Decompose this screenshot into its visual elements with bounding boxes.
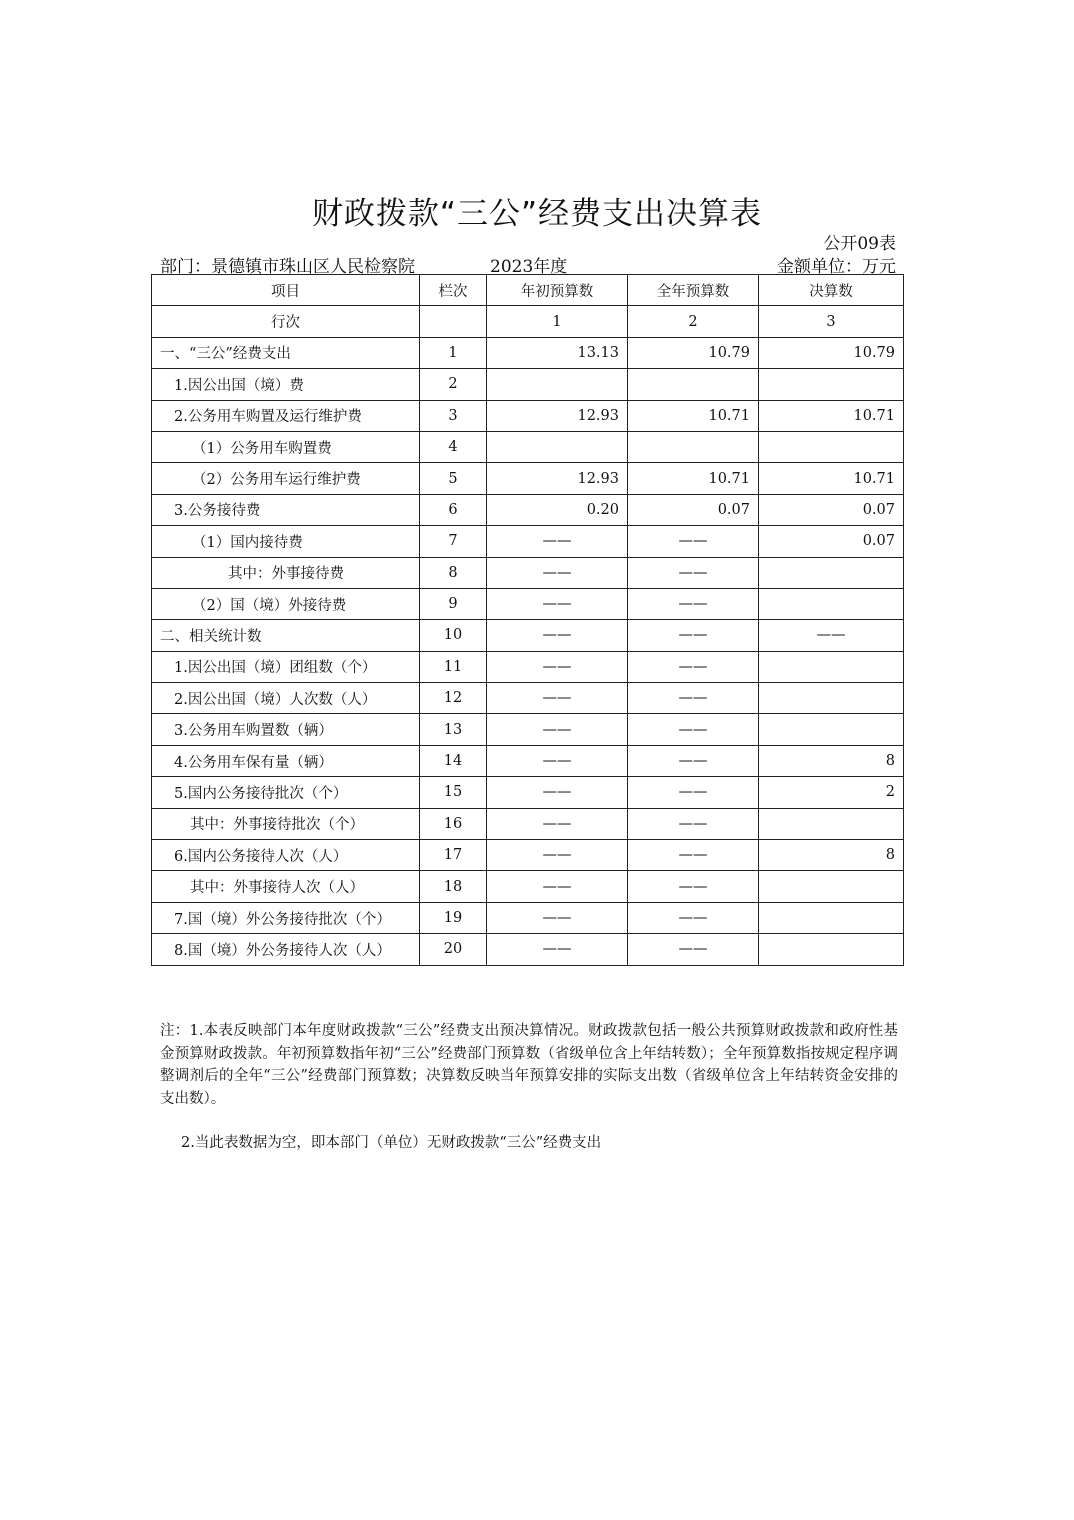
row-initial-budget: ——: [487, 620, 628, 651]
row-annual-budget: ——: [628, 651, 759, 682]
row-final-account: 10.79: [759, 337, 904, 368]
table-row: [152, 588, 904, 619]
row-column-number: 15: [420, 777, 487, 808]
header-final-account: 决算数: [759, 275, 904, 306]
table-row: [152, 337, 904, 368]
row-annual-budget: 10.71: [628, 463, 759, 494]
row-item-label: 1.因公出国（境）费: [152, 369, 420, 400]
row-final-account: [759, 431, 904, 462]
note-paragraph-1: 注：1.本表反映部门本年度财政拨款“三公”经费支出预决算情况。财政拨款包括一般公共预算财政拨款和政府性基金预算财政拨款。年初预算数指年初“三公”经费部门预算数（省级单位含上年结转数）；全年预算数指按规定程序调整调剂后的全年“三公”经费部门预算数；决算数反映当年预算安排的实际支出数（省级单位含上年结转资金安排的支出数）。: [160, 1023, 898, 1107]
row-item-label: 二、相关统计数: [152, 620, 420, 651]
page-title: 财政拨款“三公”经费支出决算表: [311, 196, 763, 232]
row-initial-budget: ——: [487, 934, 628, 965]
row-annual-budget: ——: [628, 777, 759, 808]
meta-row: [160, 252, 896, 277]
row-final-account: [759, 557, 904, 588]
row-item-label: （2）国（境）外接待费: [152, 588, 420, 619]
row-item-label: 2.因公出国（境）人次数（人）: [152, 683, 420, 714]
table-row: [152, 745, 904, 776]
row-item-label: 1.因公出国（境）团组数（个）: [152, 651, 420, 682]
row-initial-budget: ——: [487, 745, 628, 776]
row-item-label: 其中：外事接待人次（人）: [152, 871, 420, 902]
index-row: [152, 306, 904, 337]
table-row: [152, 651, 904, 682]
row-annual-budget: 10.71: [628, 400, 759, 431]
row-final-account: [759, 369, 904, 400]
table-row: [152, 620, 904, 651]
table-row: [152, 777, 904, 808]
row-item-label: 4.公务用车保有量（辆）: [152, 745, 420, 776]
row-annual-budget: [628, 369, 759, 400]
row-annual-budget: ——: [628, 557, 759, 588]
index-label: 行次: [152, 306, 420, 337]
row-final-account: [759, 588, 904, 619]
table-row: [152, 683, 904, 714]
index-1: 1: [487, 306, 628, 337]
row-initial-budget: 13.13: [487, 337, 628, 368]
row-column-number: 12: [420, 683, 487, 714]
row-initial-budget: ——: [487, 840, 628, 871]
table-row: [152, 494, 904, 525]
row-annual-budget: [628, 431, 759, 462]
row-final-account: [759, 808, 904, 839]
row-initial-budget: ——: [487, 714, 628, 745]
row-initial-budget: ——: [487, 683, 628, 714]
row-final-account: 0.07: [759, 526, 904, 557]
row-annual-budget: ——: [628, 588, 759, 619]
row-column-number: 4: [420, 431, 487, 462]
table-row: [152, 808, 904, 839]
row-final-account: 10.71: [759, 463, 904, 494]
row-item-label: 3.公务用车购置数（辆）: [152, 714, 420, 745]
row-final-account: 8: [759, 745, 904, 776]
unit-label: 金额单位：万元: [777, 257, 896, 277]
table-row: [152, 934, 904, 965]
row-final-account: 2: [759, 777, 904, 808]
row-initial-budget: ——: [487, 557, 628, 588]
index-column: [420, 306, 487, 337]
row-annual-budget: ——: [628, 902, 759, 933]
header-initial-budget: 年初预算数: [487, 275, 628, 306]
row-column-number: 19: [420, 902, 487, 933]
row-annual-budget: ——: [628, 683, 759, 714]
row-column-number: 3: [420, 400, 487, 431]
row-initial-budget: ——: [487, 588, 628, 619]
row-column-number: 20: [420, 934, 487, 965]
row-item-label: 3.公务接待费: [152, 494, 420, 525]
row-initial-budget: 12.93: [487, 400, 628, 431]
row-item-label: （1）国内接待费: [152, 526, 420, 557]
table-row: [152, 400, 904, 431]
row-column-number: 18: [420, 871, 487, 902]
row-final-account: [759, 714, 904, 745]
row-column-number: 16: [420, 808, 487, 839]
row-annual-budget: ——: [628, 934, 759, 965]
row-initial-budget: ——: [487, 777, 628, 808]
row-final-account: [759, 683, 904, 714]
row-initial-budget: 12.93: [487, 463, 628, 494]
row-column-number: 11: [420, 651, 487, 682]
row-final-account: 0.07: [759, 494, 904, 525]
row-column-number: 6: [420, 494, 487, 525]
row-column-number: 7: [420, 526, 487, 557]
row-column-number: 10: [420, 620, 487, 651]
table-row: [152, 557, 904, 588]
row-final-account: ——: [759, 620, 904, 651]
table-row: [152, 463, 904, 494]
row-annual-budget: ——: [628, 714, 759, 745]
expense-table: [151, 274, 904, 966]
table-row: [152, 526, 904, 557]
row-item-label: 2.公务用车购置及运行维护费: [152, 400, 420, 431]
row-item-label: 其中：外事接待费: [152, 557, 420, 588]
table-row: [152, 431, 904, 462]
form-number: 公开09表: [823, 234, 896, 254]
row-annual-budget: ——: [628, 745, 759, 776]
row-final-account: [759, 934, 904, 965]
row-initial-budget: ——: [487, 871, 628, 902]
note-paragraph-2: 2.当此表数据为空，即本部门（单位）无财政拨款“三公”经费支出: [181, 1135, 602, 1151]
row-initial-budget: ——: [487, 808, 628, 839]
row-initial-budget: ——: [487, 526, 628, 557]
table-row: [152, 369, 904, 400]
row-annual-budget: ——: [628, 808, 759, 839]
table-row: [152, 871, 904, 902]
header-item: 项目: [152, 275, 420, 306]
row-column-number: 8: [420, 557, 487, 588]
row-initial-budget: 0.20: [487, 494, 628, 525]
row-final-account: 8: [759, 840, 904, 871]
row-annual-budget: ——: [628, 871, 759, 902]
row-column-number: 1: [420, 337, 487, 368]
row-final-account: [759, 871, 904, 902]
row-initial-budget: [487, 431, 628, 462]
row-item-label: 7.国（境）外公务接待批次（个）: [152, 902, 420, 933]
row-final-account: 10.71: [759, 400, 904, 431]
index-2: 2: [628, 306, 759, 337]
row-item-label: （1）公务用车购置费: [152, 431, 420, 462]
row-final-account: [759, 902, 904, 933]
table-row: [152, 714, 904, 745]
row-annual-budget: ——: [628, 526, 759, 557]
row-item-label: 8.国（境）外公务接待人次（人）: [152, 934, 420, 965]
header-column: 栏次: [420, 275, 487, 306]
row-column-number: 2: [420, 369, 487, 400]
table-row: [152, 902, 904, 933]
row-item-label: 其中：外事接待批次（个）: [152, 808, 420, 839]
row-initial-budget: ——: [487, 651, 628, 682]
row-annual-budget: 10.79: [628, 337, 759, 368]
row-column-number: 5: [420, 463, 487, 494]
row-annual-budget: ——: [628, 840, 759, 871]
row-item-label: 5.国内公务接待批次（个）: [152, 777, 420, 808]
row-initial-budget: ——: [487, 902, 628, 933]
row-item-label: 6.国内公务接待人次（人）: [152, 840, 420, 871]
row-column-number: 13: [420, 714, 487, 745]
row-final-account: [759, 651, 904, 682]
row-column-number: 17: [420, 840, 487, 871]
row-initial-budget: [487, 369, 628, 400]
row-item-label: （2）公务用车运行维护费: [152, 463, 420, 494]
row-annual-budget: 0.07: [628, 494, 759, 525]
row-column-number: 14: [420, 745, 487, 776]
header-annual-budget: 全年预算数: [628, 275, 759, 306]
department-label: 部门：景德镇市珠山区人民检察院: [160, 257, 415, 277]
row-column-number: 9: [420, 588, 487, 619]
table-row: [152, 840, 904, 871]
header-row: [152, 275, 904, 306]
year-label: 2023年度: [490, 257, 568, 277]
row-item-label: 一、“三公”经费支出: [152, 337, 420, 368]
row-annual-budget: ——: [628, 620, 759, 651]
index-3: 3: [759, 306, 904, 337]
